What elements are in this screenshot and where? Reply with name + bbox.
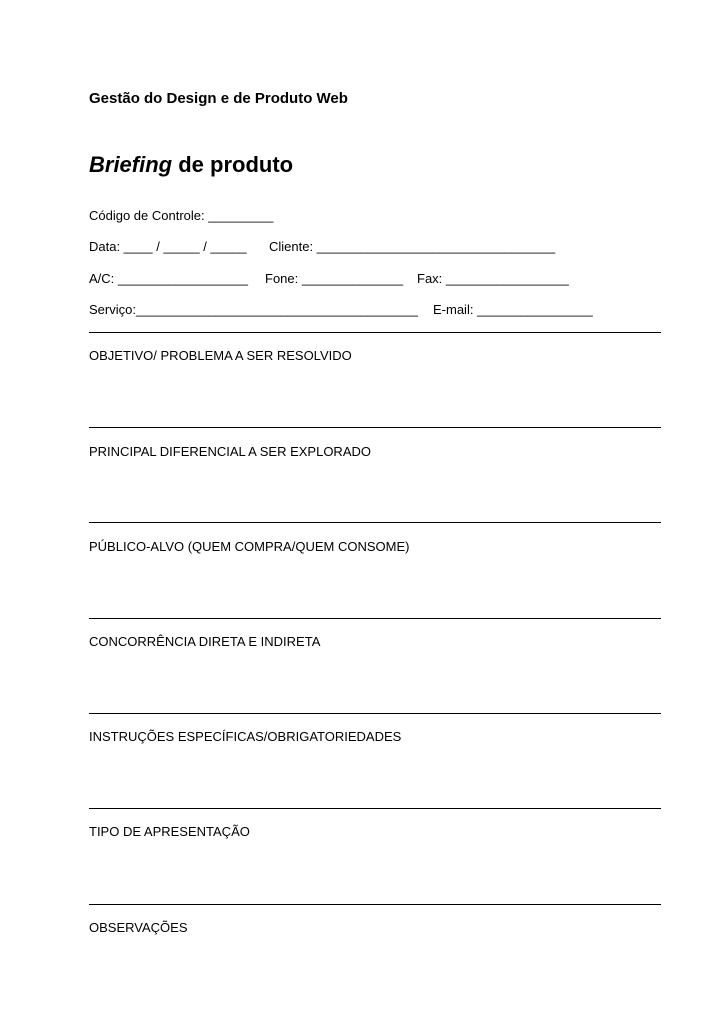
section-divider	[89, 904, 661, 905]
section-divider	[89, 713, 661, 714]
document-title-rest: de produto	[172, 152, 294, 177]
fone-field[interactable]: Fone: ______________	[265, 271, 404, 286]
servico-field[interactable]: Serviço:_______________________________________	[89, 302, 418, 317]
section-divider	[89, 332, 661, 333]
section-tipo-apresentacao: TIPO DE APRESENTAÇÃO	[89, 824, 250, 839]
data-field[interactable]: Data: ____ / _____ / _____	[89, 239, 247, 254]
section-observacoes: OBSERVAÇÕES	[89, 920, 188, 935]
section-divider	[89, 618, 661, 619]
document-title-italic: Briefing	[89, 152, 173, 177]
course-title: Gestão do Design e de Produto Web	[89, 90, 348, 107]
section-instrucoes: INSTRUÇÕES ESPECÍFICAS/OBRIGATORIEDADES	[89, 729, 402, 744]
fax-field[interactable]: Fax: _________________	[417, 271, 569, 286]
section-divider	[89, 808, 661, 809]
codigo-controle-field[interactable]: Código de Controle: _________	[89, 208, 274, 223]
section-divider	[89, 522, 661, 523]
section-diferencial: PRINCIPAL DIFERENCIAL A SER EXPLORADO	[89, 444, 371, 459]
email-field[interactable]: E-mail: ________________	[433, 302, 593, 317]
section-objetivo: OBJETIVO/ PROBLEMA A SER RESOLVIDO	[89, 348, 352, 363]
section-divider	[89, 427, 661, 428]
section-concorrencia: CONCORRÊNCIA DIRETA E INDIRETA	[89, 634, 321, 649]
ac-field[interactable]: A/C: __________________	[89, 271, 249, 286]
document-title	[89, 152, 293, 178]
section-publico-alvo: PÚBLICO-ALVO (QUEM COMPRA/QUEM CONSOME)	[89, 539, 410, 554]
cliente-field[interactable]: Cliente: _________________________________	[269, 239, 556, 254]
